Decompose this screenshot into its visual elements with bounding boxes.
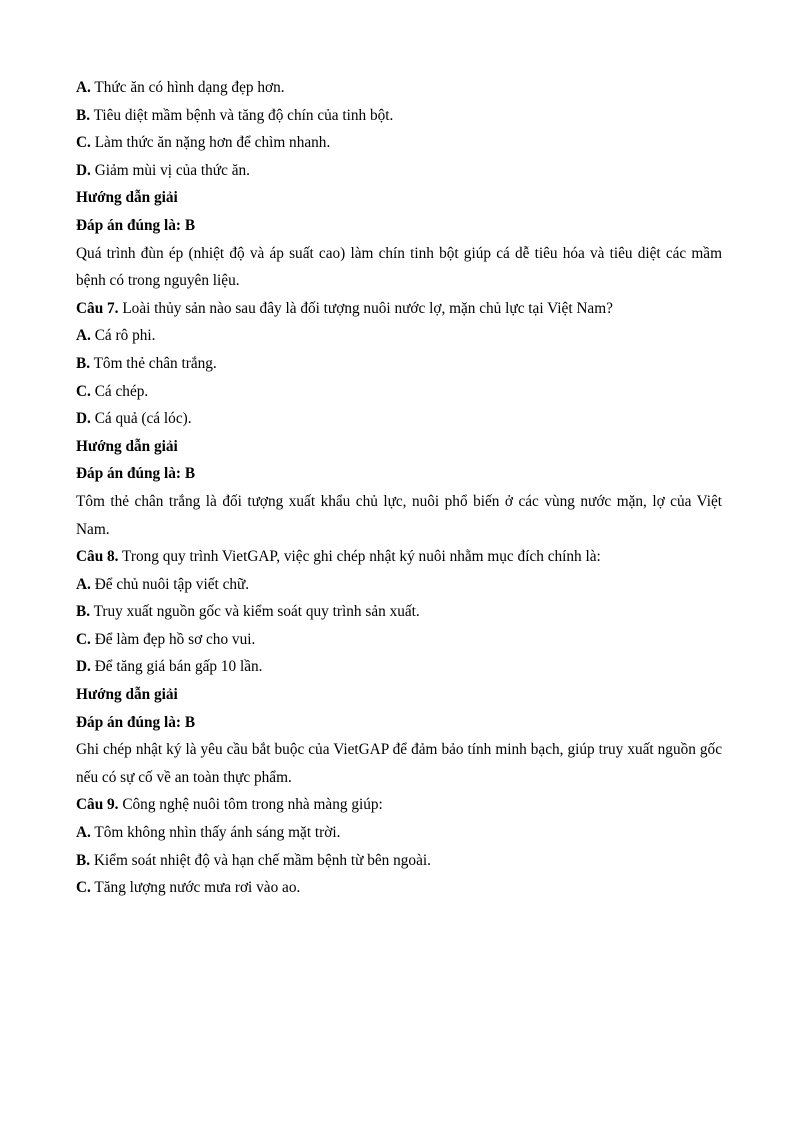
question-label: Câu 7. bbox=[76, 299, 119, 317]
option-text: Cá quả (cá lóc). bbox=[90, 410, 192, 428]
option-text: Kiểm soát nhiệt độ và hạn chế mầm bệnh từ bên ngoài. bbox=[90, 851, 431, 869]
q7-option-b bbox=[76, 350, 722, 378]
q8-answer: Đáp án đúng là: B bbox=[76, 713, 196, 731]
option-letter: B. bbox=[76, 851, 91, 869]
q7-option-a bbox=[76, 322, 722, 350]
option-text: Tiêu diệt mầm bệnh và tăng độ chín của tinh bột. bbox=[90, 106, 394, 124]
q8-guide-heading: Hướng dẫn giải bbox=[76, 686, 178, 704]
question-text: Công nghệ nuôi tôm trong nhà màng giúp: bbox=[118, 796, 383, 814]
option-letter: B. bbox=[76, 603, 91, 621]
q9-option-a bbox=[76, 819, 722, 847]
q7-answer: Đáp án đúng là: B bbox=[76, 465, 196, 483]
q9-option-b bbox=[76, 847, 722, 875]
option-letter: A. bbox=[76, 327, 91, 345]
option-text: Tăng lượng nước mưa rơi vào ao. bbox=[90, 879, 301, 897]
option-text: Để làm đẹp hồ sơ cho vui. bbox=[90, 630, 256, 648]
option-letter: B. bbox=[76, 106, 91, 124]
q6-answer: Đáp án đúng là: B bbox=[76, 216, 196, 234]
q6-option-a bbox=[76, 74, 722, 102]
q8-stem bbox=[76, 543, 722, 571]
q6-guide-heading: Hướng dẫn giải bbox=[76, 189, 178, 207]
option-letter: C. bbox=[76, 879, 91, 897]
option-text: Tôm thẻ chân trắng. bbox=[90, 354, 217, 372]
option-letter: B. bbox=[76, 354, 91, 372]
option-letter: A. bbox=[76, 575, 91, 593]
question-label: Câu 8. bbox=[76, 548, 119, 566]
option-letter: D. bbox=[76, 161, 91, 179]
document-page bbox=[76, 74, 722, 902]
question-label: Câu 9. bbox=[76, 796, 119, 814]
q7-stem bbox=[76, 295, 722, 323]
q8-option-c bbox=[76, 626, 722, 654]
option-letter: A. bbox=[76, 824, 91, 842]
q8-option-b bbox=[76, 598, 722, 626]
option-text: Truy xuất nguồn gốc và kiểm soát quy trình sản xuất. bbox=[90, 603, 420, 621]
option-text: Cá chép. bbox=[90, 382, 149, 400]
q7-option-c bbox=[76, 378, 722, 406]
option-text: Cá rô phi. bbox=[90, 327, 156, 345]
option-text: Thức ăn có hình dạng đẹp hơn. bbox=[90, 79, 285, 96]
q9-option-c bbox=[76, 874, 722, 902]
option-text: Tôm không nhìn thấy ánh sáng mặt trời. bbox=[90, 824, 341, 842]
option-text: Để chủ nuôi tập viết chữ. bbox=[90, 575, 250, 593]
option-letter: A. bbox=[76, 79, 91, 96]
q8-option-d bbox=[76, 653, 722, 681]
q7-explanation: Tôm thẻ chân trắng là đối tượng xuất khẩu chủ lực, nuôi phổ biến ở các vùng nước mặn, lợ của Việt Nam. bbox=[76, 492, 722, 538]
option-letter: C. bbox=[76, 382, 91, 400]
question-text: Trong quy trình VietGAP, việc ghi chép nhật ký nuôi nhằm mục đích chính là: bbox=[118, 548, 601, 566]
option-text: Làm thức ăn nặng hơn để chìm nhanh. bbox=[90, 134, 331, 152]
option-letter: C. bbox=[76, 134, 91, 152]
option-letter: D. bbox=[76, 658, 91, 676]
question-text: Loài thủy sản nào sau đây là đối tượng nuôi nước lợ, mặn chủ lực tại Việt Nam? bbox=[118, 299, 613, 317]
q7-guide-heading: Hướng dẫn giải bbox=[76, 437, 178, 455]
q7-option-d bbox=[76, 405, 722, 433]
q8-explanation: Ghi chép nhật ký là yêu cầu bắt buộc của VietGAP để đảm bảo tính minh bạch, giúp truy xuất nguồn gốc nếu có sự cố về an toàn thực phẩm. bbox=[76, 741, 722, 786]
q9-stem bbox=[76, 791, 722, 819]
q6-option-b bbox=[76, 102, 722, 130]
option-text: Để tăng giá bán gấp 10 lần. bbox=[90, 658, 263, 676]
q6-option-c bbox=[76, 129, 722, 157]
q6-option-d bbox=[76, 157, 722, 185]
q6-explanation: Quá trình đùn ép (nhiệt độ và áp suất cao) làm chín tinh bột giúp cá dễ tiêu hóa và tiêu diệt các mầm bệnh có trong nguyên liệu. bbox=[76, 244, 722, 290]
option-letter: C. bbox=[76, 630, 91, 648]
q8-option-a bbox=[76, 571, 722, 599]
option-letter: D. bbox=[76, 410, 91, 428]
option-text: Giảm mùi vị của thức ăn. bbox=[90, 161, 250, 179]
